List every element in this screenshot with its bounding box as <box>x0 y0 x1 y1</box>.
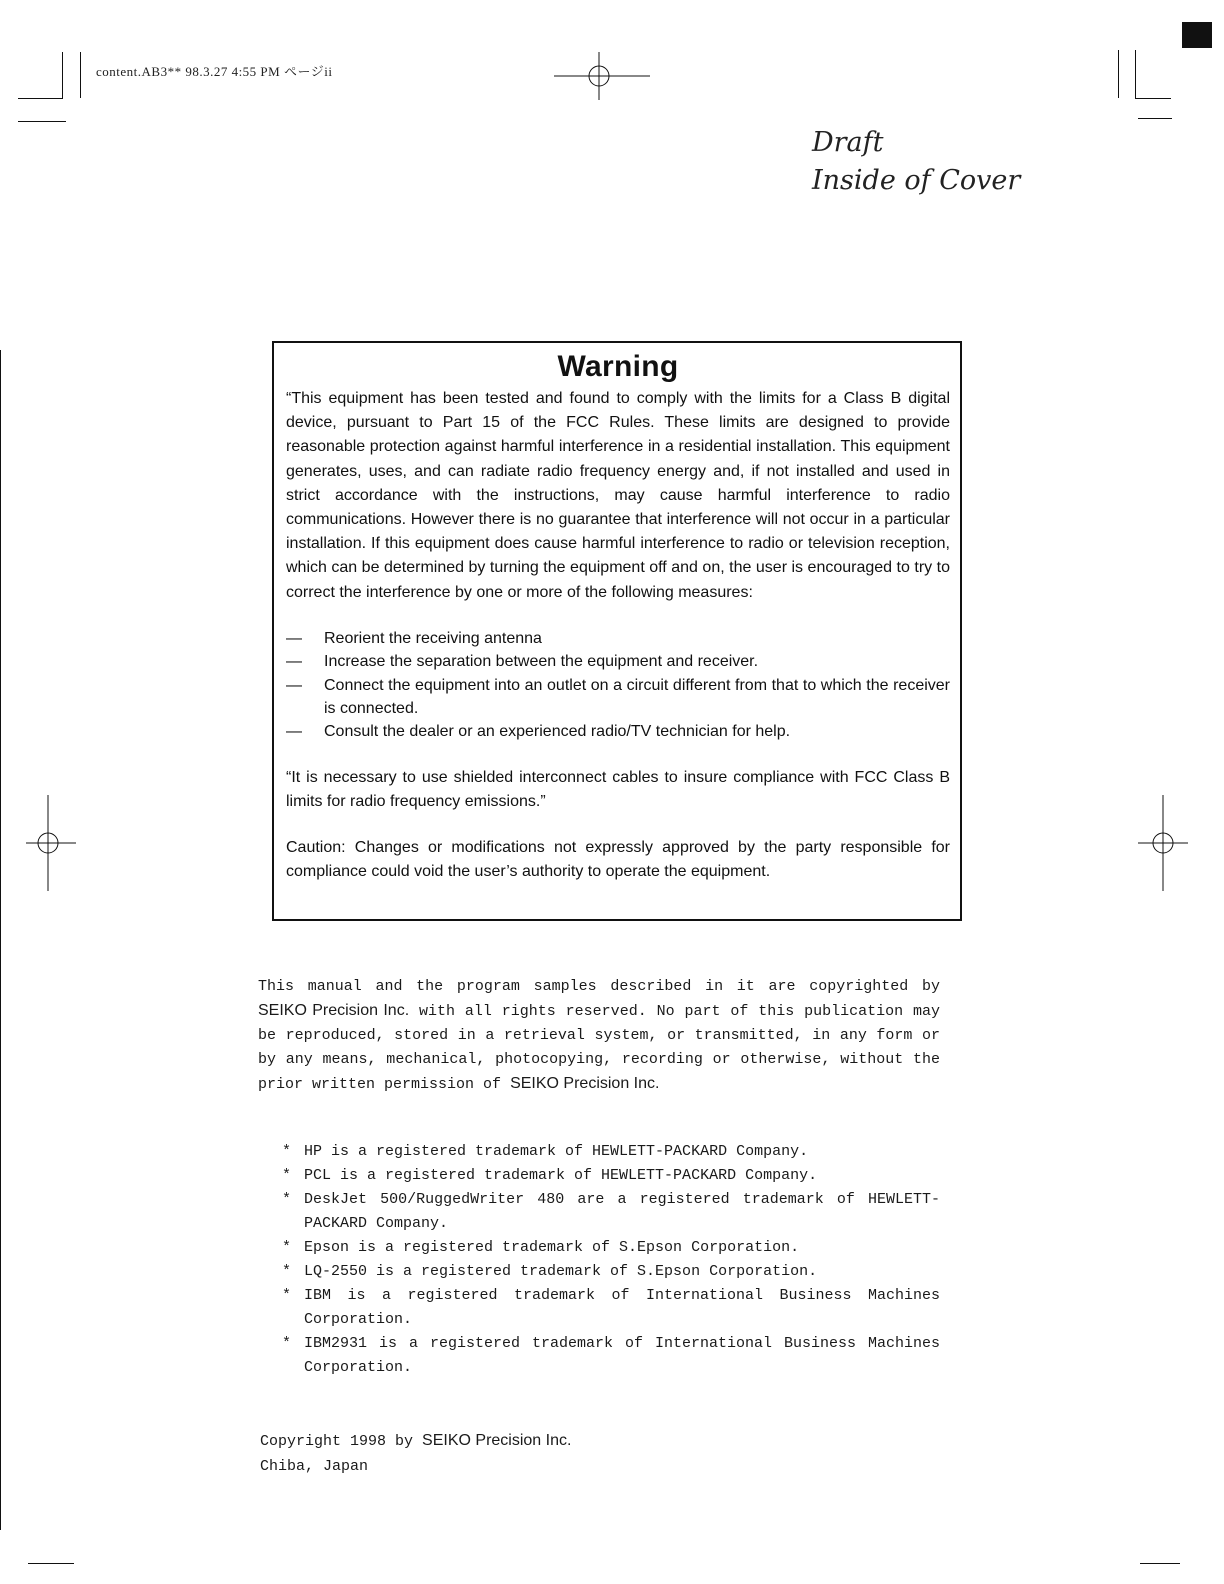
warning-intro: “This equipment has been tested and found to comply with the limits for a Class B digital device, pursuant to Part 15 of the FCC Rules. These limits are designed to provide reasonable protection against harmful interference in a residential installation. This equipment generates, uses, and can radiate radio frequency energy and, if not installed and used in strict accordance with the instructions, may cause harmful interference to radio communications. However there is no guarantee that interference will not occur in a particular installation. If this equipment does cause harmful interference to radio or television reception, which can be determined by turning the equipment off and on, the user is encouraged to try to correct the interference by one or more of the following measures: <box>286 390 950 601</box>
footer-company: SEIKO Precision Inc. <box>422 1432 572 1449</box>
trademark-text: LQ-2550 is a registered trademark of S.Epson Corporation. <box>304 1263 818 1280</box>
handwritten-note <box>812 124 1020 200</box>
warning-measure-item <box>286 720 950 743</box>
warning-title: Warning <box>557 350 679 383</box>
trademark-item <box>280 1260 940 1284</box>
registration-mark-right-icon <box>1138 795 1188 891</box>
trademark-item <box>280 1236 940 1260</box>
trademark-item <box>280 1188 940 1236</box>
warning-measure-text: Connect the equipment into an outlet on a circuit different from that to which the receiver is connected. <box>324 676 950 718</box>
shielded-cables-note: “It is necessary to use shielded interconnect cables to insure compliance with FCC Class B limits for radio frequency emissions.” <box>286 768 950 811</box>
trademark-text: PCL is a registered trademark of HEWLETT-PACKARD Company. <box>304 1167 818 1184</box>
dash-bullet: — <box>286 676 302 694</box>
crop-mark-top-left-horizontal <box>18 98 63 99</box>
star-bullet: * <box>282 1191 292 1208</box>
copyright-company-1: SEIKO Precision Inc. <box>258 1002 410 1019</box>
handwritten-note-line-2: Inside of Cover <box>812 165 1021 196</box>
trademark-text: DeskJet 500/RuggedWriter 480 are a registered trademark of HEWLETT-PACKARD Company. <box>304 1191 940 1232</box>
copyright-company-2: SEIKO Precision Inc. <box>510 1075 660 1092</box>
star-bullet: * <box>282 1263 292 1280</box>
crop-mark-bottom-left <box>28 1563 74 1564</box>
fcc-warning-box <box>272 341 962 921</box>
crop-mark-top-left-horizontal-2 <box>18 121 66 122</box>
warning-measure-text: Consult the dealer or an experienced radio/TV technician for help. <box>324 723 791 741</box>
copyright-notice-part-1: This manual and the program samples described in it are copyrighted by <box>258 978 940 995</box>
registration-mark-top-icon <box>554 52 650 102</box>
footer-location: Chiba, Japan <box>260 1458 369 1475</box>
trademark-item <box>280 1140 940 1164</box>
trademark-list <box>280 1140 940 1380</box>
crop-mark-top-right-vertical <box>1118 50 1119 98</box>
crop-mark-top-right-horizontal-2 <box>1138 118 1172 119</box>
crop-mark-top-right-horizontal <box>1135 98 1171 99</box>
print-header-meta: content.AB3** 98.3.27 4:55 PM ページii <box>96 64 333 79</box>
crop-mark-top-left-vertical-2 <box>80 52 81 98</box>
footer-copyright-prefix: Copyright 1998 by <box>260 1433 414 1450</box>
crop-mark-top-right-vertical-2 <box>1135 50 1136 98</box>
trademark-text: HP is a registered trademark of HEWLETT-PACKARD Company. <box>304 1143 809 1160</box>
warning-measure-item <box>286 627 950 650</box>
star-bullet: * <box>282 1239 292 1256</box>
registration-mark-left-icon <box>26 795 76 891</box>
caution-note: Caution: Changes or modifications not expressly approved by the party responsible for compliance could void the user’s authority to operate the equipment. <box>286 839 950 881</box>
trademark-item <box>280 1332 940 1380</box>
trademark-text: Epson is a registered trademark of S.Epson Corporation. <box>304 1239 800 1256</box>
handwritten-note-line-1: Draft <box>812 127 884 158</box>
warning-measure-item <box>286 650 950 673</box>
dash-bullet: — <box>286 629 302 647</box>
dash-bullet: — <box>286 723 302 741</box>
copyright-notice <box>258 975 940 1097</box>
trademark-text: IBM2931 is a registered trademark of International Business Machines Corporation. <box>304 1335 940 1376</box>
warning-measure-text: Increase the separation between the equipment and receiver. <box>324 653 759 671</box>
corner-black-mark <box>1182 22 1212 48</box>
copyright-notice-part-2: with all rights reserved. No part of this publication may be reproduced, stored in a retrieval system, or transmitted, in any form or by any means, mechanical, photocopying, recording or otherwise, without the prior written permission of <box>258 1003 940 1093</box>
warning-measure-text: Reorient the receiving antenna <box>324 629 542 647</box>
trademark-item <box>280 1284 940 1332</box>
star-bullet: * <box>282 1143 292 1160</box>
star-bullet: * <box>282 1167 292 1184</box>
warning-measures-list <box>286 627 950 744</box>
trademark-text: IBM is a registered trademark of International Business Machines Corporation. <box>304 1287 940 1328</box>
footer-copyright <box>260 1428 571 1479</box>
star-bullet: * <box>282 1287 292 1304</box>
left-page-edge-line <box>0 350 1 1530</box>
warning-measure-item <box>286 674 950 721</box>
dash-bullet: — <box>286 653 302 671</box>
star-bullet: * <box>282 1335 292 1352</box>
trademark-item <box>280 1164 940 1188</box>
crop-mark-top-left-vertical <box>62 52 63 98</box>
footer-copyright-line <box>260 1428 571 1454</box>
crop-mark-bottom-right <box>1140 1563 1180 1564</box>
